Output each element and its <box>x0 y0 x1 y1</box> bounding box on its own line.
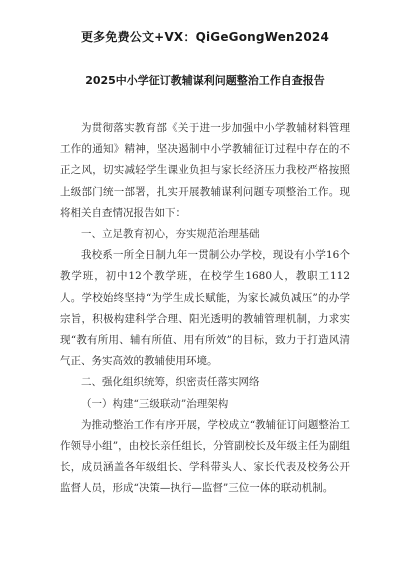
intro-paragraph: 为贯彻落实教育部《关于进一步加强中小学教辅材料管理工作的通知》精神，坚决遏制中小学教辅征订过程中存在的不正之风，切实减轻学生课业负担与家长经济压力我校严格按照上级部门统一部署，扎实开展教辅谋利问题专项整治工作。现将相关自查情况报告如下： <box>60 122 350 219</box>
section-heading-1: 一、立足教育初心，夯实规范治理基础 <box>81 228 260 241</box>
subsection-heading-1: （一）构建“三级联动”治理架构 <box>81 397 229 410</box>
section-heading-2: 二、强化组织统筹，织密责任落实网络 <box>81 376 260 389</box>
document-body <box>60 118 350 500</box>
body-paragraph: 我校系一所全日制九年一贯制公办学校，现设有小学16个教学班，初中12个教学班，在校学生1680人，教职工112人。学校始终坚持“为学生成长赋能，为家长减负减压”的办学宗旨，积极构建科学合理、阳光透明的教辅管理机制，力求实现“教有所用、辅有所值、用有所效”的目标，致力于打造风清气正、务实高效的教辅使用环境。 <box>60 249 350 368</box>
document-title: 2025中小学征订教辅谋利问题整治工作自查报告 <box>85 74 325 87</box>
header-note: 更多免费公文+VX：QiGeGongWen2024 <box>80 30 329 44</box>
body-paragraph: 为推动整治工作有序开展，学校成立“教辅征订问题整治工作领导小组”，由校长亲任组长，分管副校长及年级主任为副组长，成员涵盖各年级组长、学科带头人、家长代表及校务公开监督人员，形成“决策—执行—监督”三位一体的联动机制。 <box>60 418 350 495</box>
